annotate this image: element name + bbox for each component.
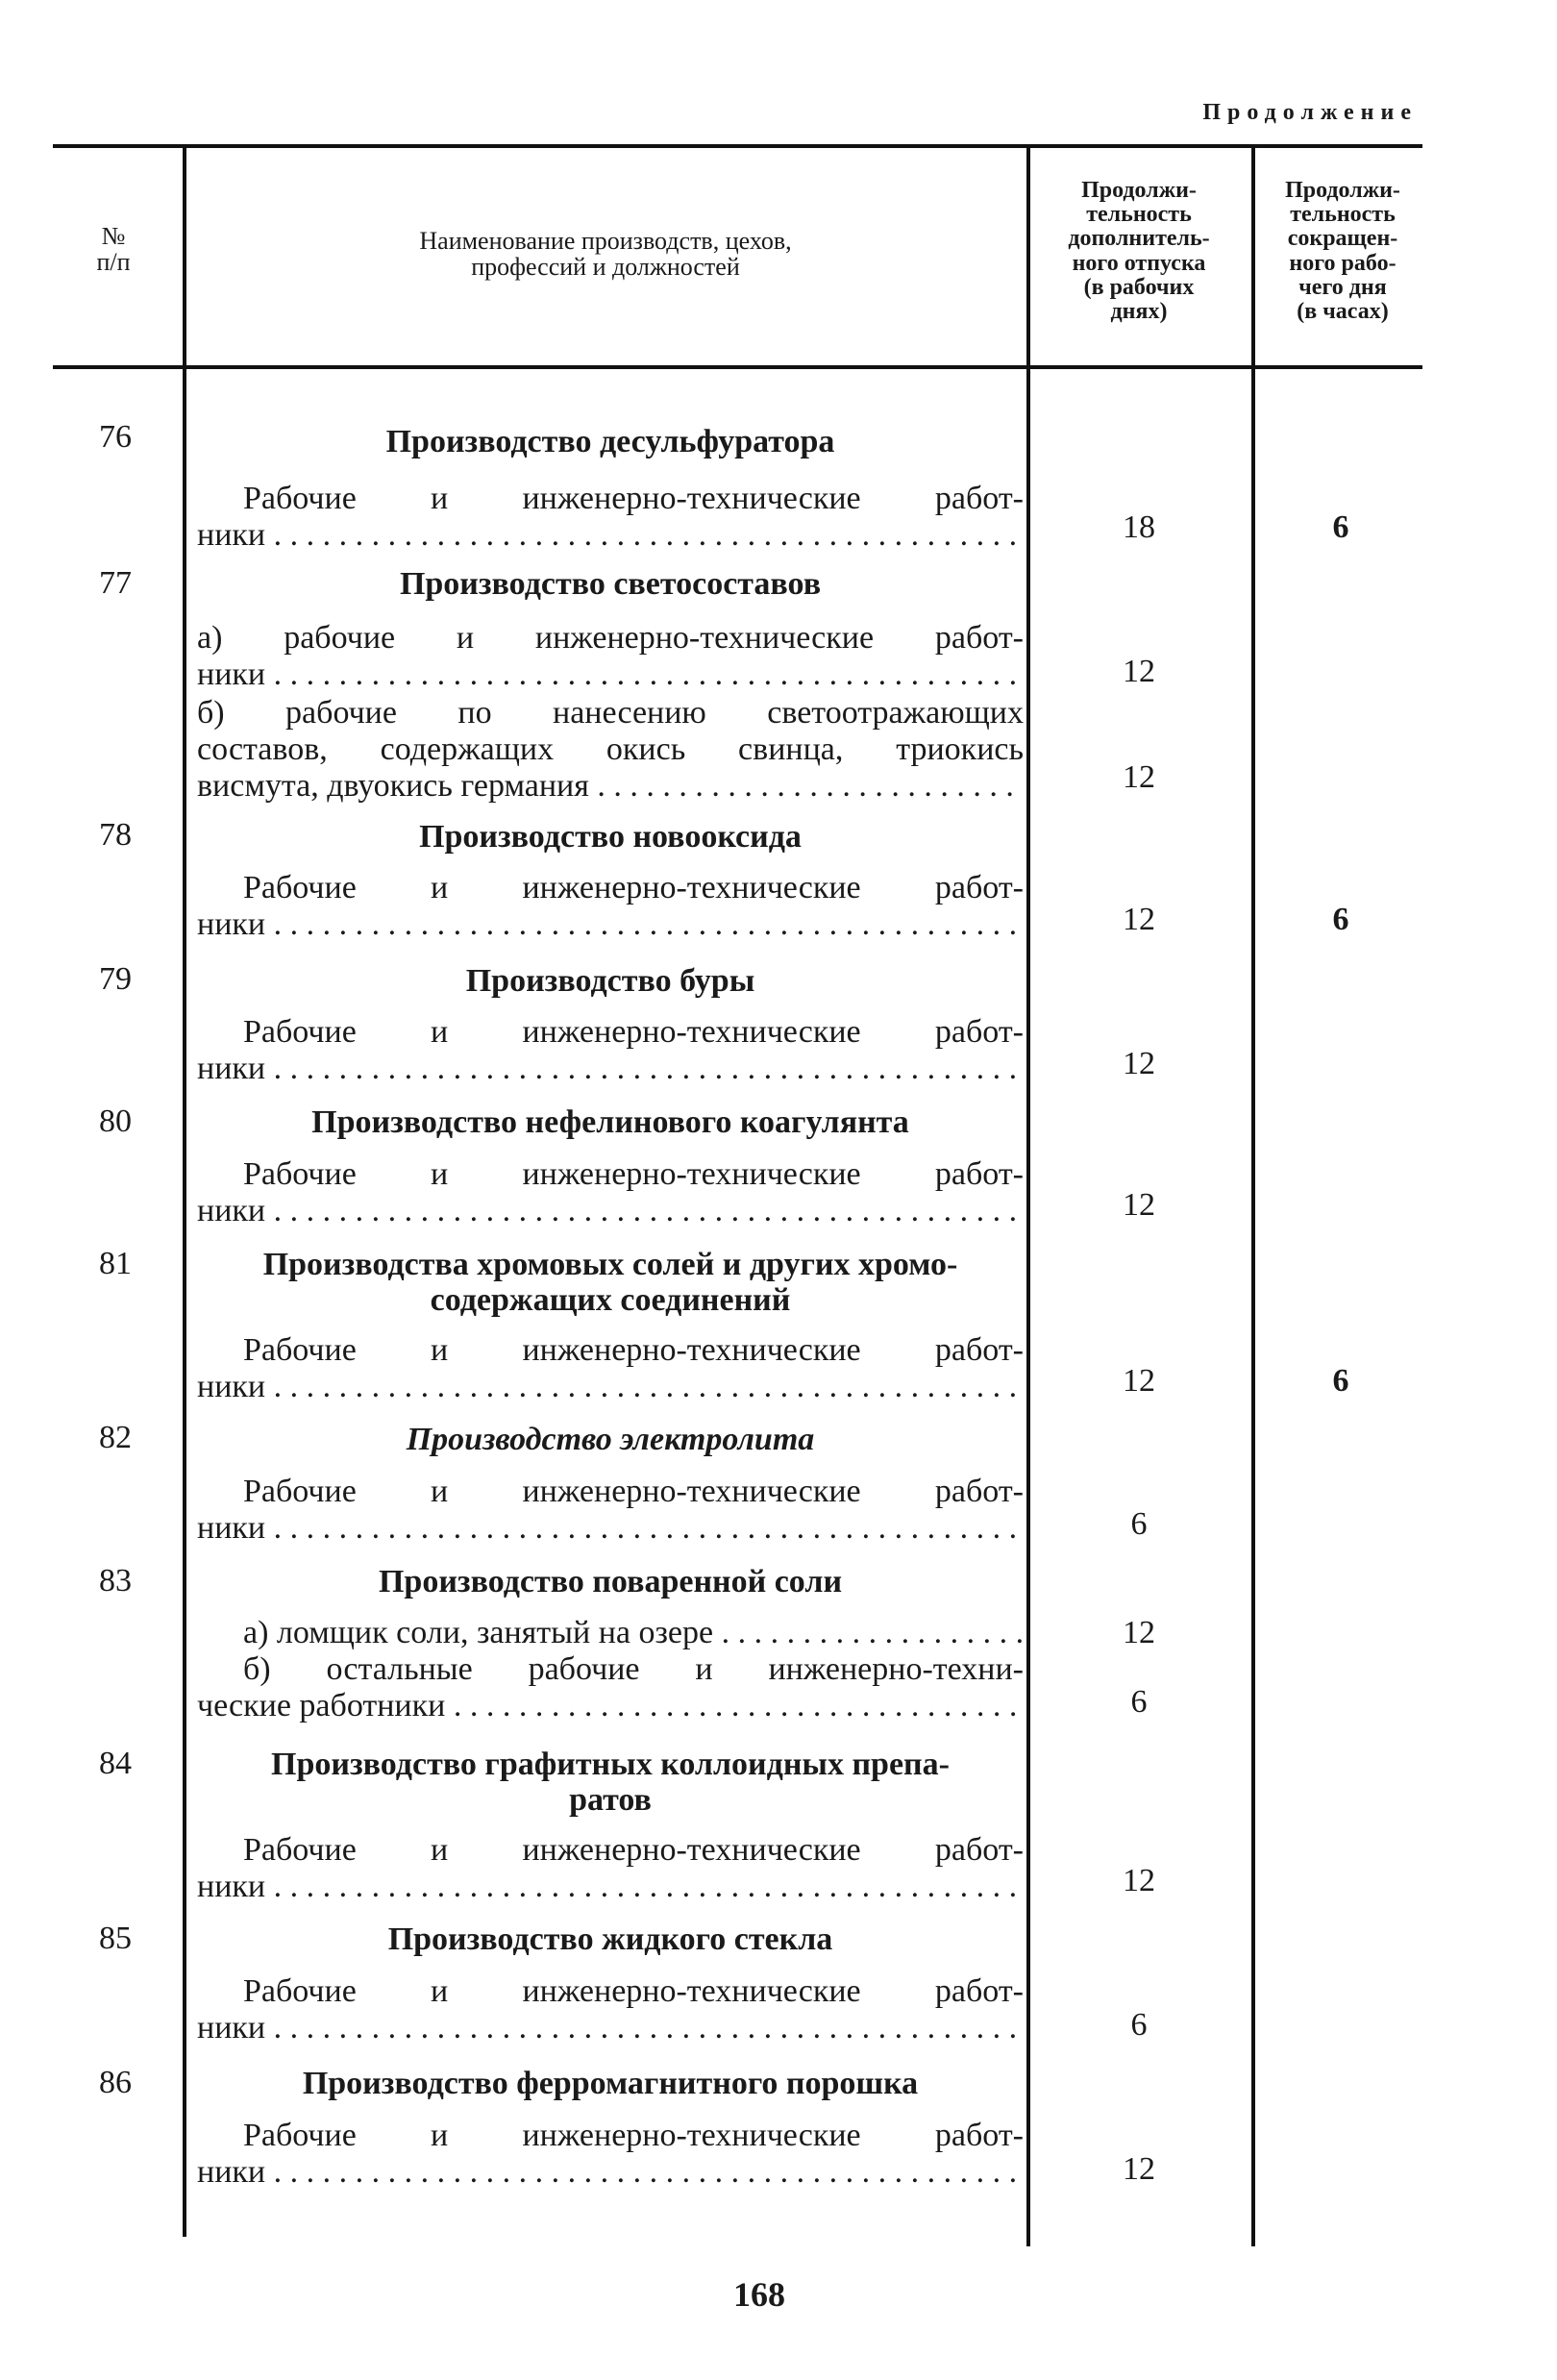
section-title: Производство жидкого стекла — [387, 1921, 833, 1957]
vacation-days-value: 12 — [1123, 1046, 1155, 1081]
section-title: Производство электролита — [406, 1422, 815, 1457]
row-number: 85 — [99, 1921, 132, 1956]
row-number: 86 — [99, 2065, 132, 2100]
list-item: Рабочие и инженерно-технические работ- ники . . . — [197, 1014, 1024, 1087]
short-day-hours-value: 6 — [1332, 902, 1349, 937]
vacation-days-value: 12 — [1123, 2151, 1155, 2187]
header-vacation-column: Продолжи- тельность дополнитель- ного отпуска (в рабочих днях) — [1068, 178, 1210, 324]
row-number: 76 — [99, 419, 132, 455]
list-item: Рабочие и инженерно-технические работ- ники . . . — [197, 1332, 1024, 1405]
section-title: Производство буры — [465, 963, 755, 999]
section-title-line: содержащих соединений — [430, 1281, 791, 1318]
list-item: Рабочие и инженерно-технические работ- ники . . . — [197, 1156, 1024, 1229]
row-number: 78 — [99, 817, 132, 853]
vacation-days-value: 12 — [1123, 1187, 1155, 1223]
vacation-days-value: 12 — [1123, 1863, 1155, 1898]
section-title-line: ратов — [569, 1781, 652, 1818]
section-title: Производство светосоставов — [399, 566, 822, 602]
list-item: б) остальные рабочие и инженерно-техни- ческие работники . . . — [197, 1651, 1024, 1724]
row-number: 81 — [99, 1246, 132, 1281]
short-day-hours-value: 6 — [1332, 1363, 1349, 1399]
section-title-line: Производство графитных коллоидных препа- — [271, 1747, 950, 1782]
column-divider-3 — [1251, 146, 1255, 2246]
list-item: а) рабочие и инженерно-технические работ- ники . . . — [197, 620, 1024, 693]
vacation-days-value: 6 — [1130, 1684, 1148, 1720]
header-number-column: № п/п — [96, 222, 131, 277]
section-title — [197, 1748, 1024, 1818]
row-number: 82 — [99, 1420, 132, 1455]
column-divider-2 — [1026, 146, 1030, 2246]
row-number: 79 — [99, 961, 132, 997]
column-divider-1 — [183, 146, 186, 2237]
header-short-day-column: Продолжи- тельность сокращен- ного рабо- чего дня (в часах) — [1285, 178, 1400, 324]
section-title: Производство десульфуратора — [385, 424, 835, 459]
vacation-days-value: 6 — [1130, 1506, 1148, 1542]
row-number: 77 — [99, 565, 132, 601]
section-title: Производство нефелинового коагулянта — [311, 1104, 909, 1140]
row-number: 83 — [99, 1563, 132, 1599]
row-number: 80 — [99, 1103, 132, 1139]
vacation-days-value: 12 — [1123, 759, 1155, 795]
list-item: Рабочие и инженерно-технические работ- ники . . . — [197, 2118, 1024, 2191]
continuation-label: Продолжение — [1202, 100, 1418, 125]
list-item: Рабочие и инженерно-технические работ- ники . . . — [197, 1973, 1024, 2046]
list-item: б) рабочие по нанесению светоотражающих составов, содержащих окись свинца, триокись висмута, двуокись германия . . . — [197, 695, 1024, 805]
section-title — [197, 1248, 1024, 1318]
list-item: Рабочие и инженерно-технические работ- ники . . . — [197, 1832, 1024, 1905]
vacation-days-value: 12 — [1123, 902, 1155, 937]
short-day-hours-value: 6 — [1332, 509, 1349, 545]
vacation-days-value: 12 — [1123, 1615, 1155, 1650]
vacation-days-value: 12 — [1123, 654, 1155, 689]
row-number: 84 — [99, 1746, 132, 1781]
vacation-days-value: 12 — [1123, 1363, 1155, 1399]
list-item: Рабочие и инженерно-технические работ- ники . . . — [197, 1474, 1024, 1547]
header-name-column: Наименование производств, цехов, профессий и должностей — [419, 227, 792, 282]
header-top-rule — [53, 144, 1422, 148]
header-bottom-rule — [53, 365, 1422, 369]
section-title: Производство ферромагнитного порошка — [302, 2066, 919, 2101]
section-title-line: Производства хромовых солей и других хромо- — [262, 1247, 958, 1282]
section-title: Производство новооксида — [419, 819, 802, 855]
vacation-days-value: 6 — [1130, 2007, 1148, 2043]
section-title: Производство поваренной соли — [378, 1564, 843, 1599]
list-item: Рабочие и инженерно-технические работ- ники . . . — [197, 481, 1024, 554]
list-item: а) ломщик соли, занятый на озере . . . — [197, 1615, 1024, 1651]
vacation-days-value: 18 — [1123, 509, 1155, 545]
page-number: 168 — [733, 2275, 785, 2314]
list-item: Рабочие и инженерно-технические работ- ники . . . — [197, 870, 1024, 943]
